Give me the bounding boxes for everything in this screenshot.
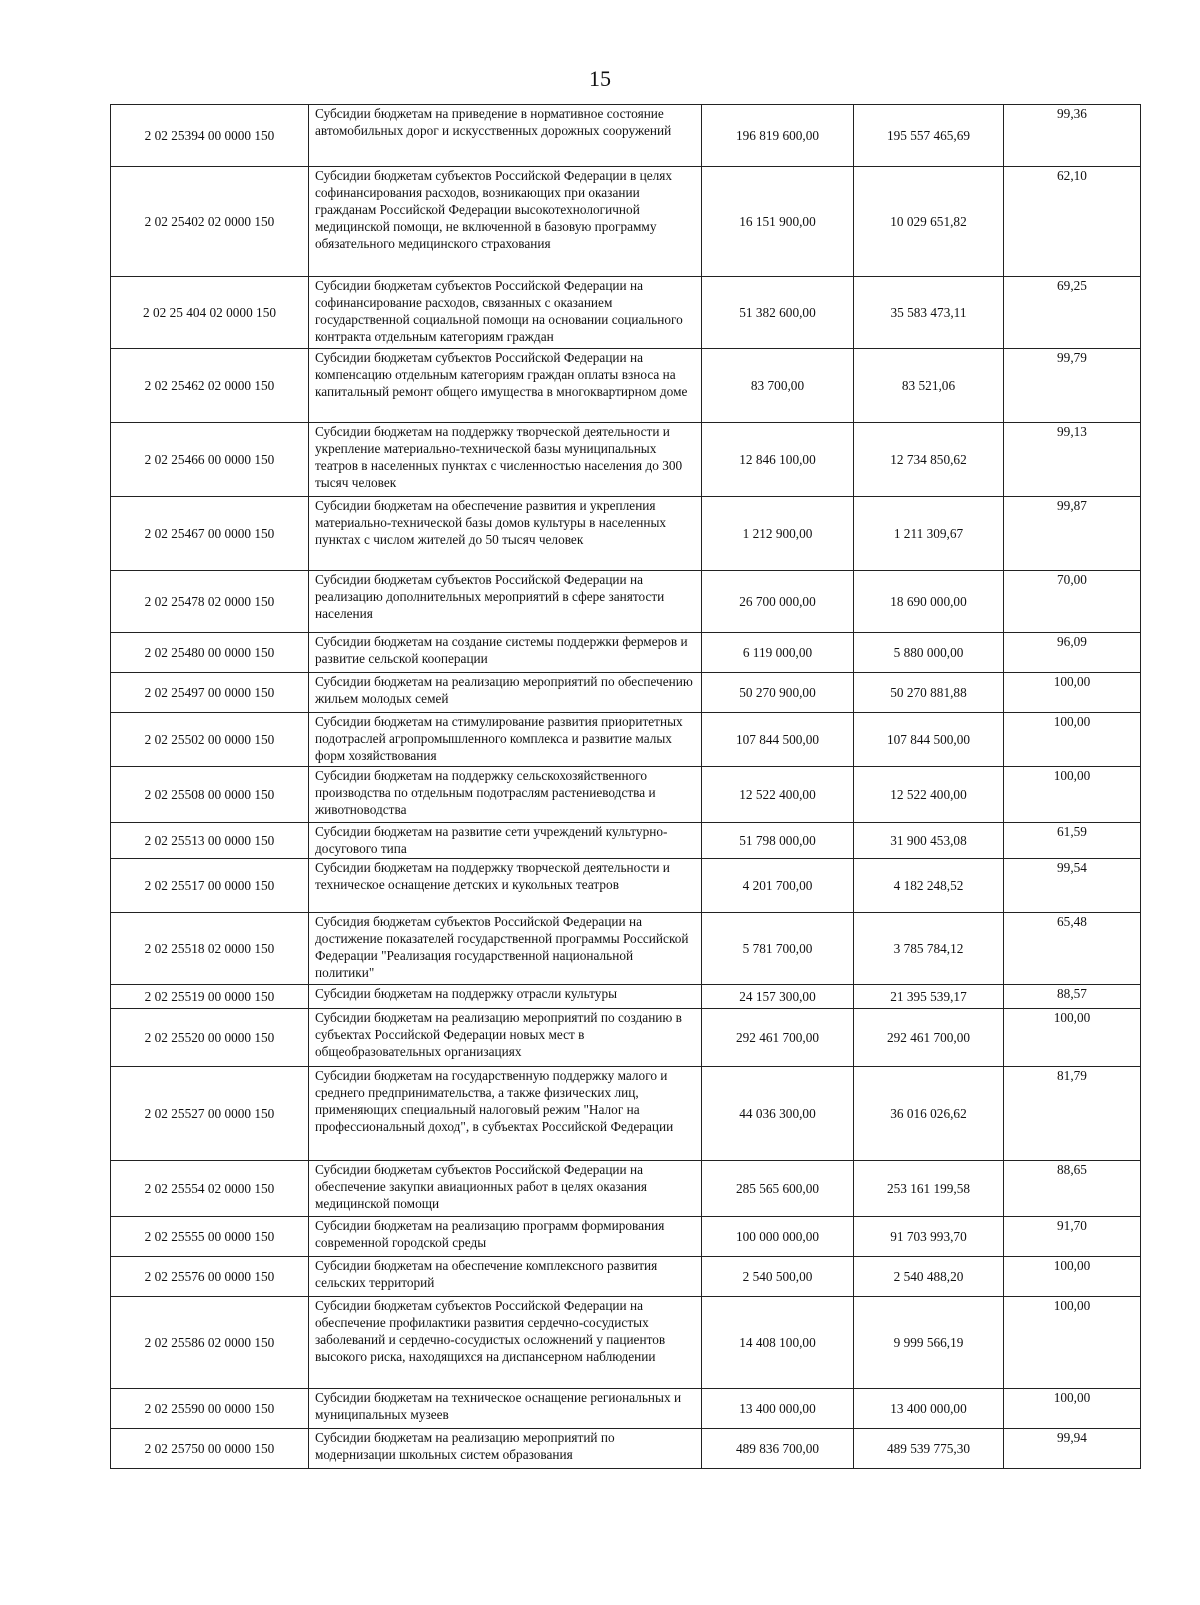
fact-amount-cell: 13 400 000,00: [854, 1389, 1004, 1429]
plan-amount-cell: 1 212 900,00: [702, 497, 854, 571]
fact-amount-cell: 18 690 000,00: [854, 571, 1004, 633]
plan-amount-cell: 50 270 900,00: [702, 673, 854, 713]
budget-table-body: [111, 105, 1141, 1469]
plan-amount-cell: 24 157 300,00: [702, 985, 854, 1009]
fact-amount-cell: 31 900 453,08: [854, 823, 1004, 859]
table-row: [111, 1297, 1141, 1389]
fact-amount-cell: 2 540 488,20: [854, 1257, 1004, 1297]
fact-amount-cell: 3 785 784,12: [854, 913, 1004, 985]
subsidy-name-cell: Субсидия бюджетам субъектов Российской Федерации на достижение показателей государственной программы Российской Федерации "Реализация государственной национальной политики": [309, 913, 702, 985]
table-row: [111, 1217, 1141, 1257]
budget-code-cell: 2 02 25520 00 0000 150: [111, 1009, 309, 1067]
percent-cell: 62,10: [1004, 167, 1141, 277]
budget-code-cell: 2 02 25590 00 0000 150: [111, 1389, 309, 1429]
subsidy-name-cell: Субсидии бюджетам субъектов Российской Федерации на реализацию дополнительных мероприятий в сфере занятости населения: [309, 571, 702, 633]
percent-cell: 88,65: [1004, 1161, 1141, 1217]
budget-table: [110, 104, 1141, 1469]
subsidy-name-cell: Субсидии бюджетам субъектов Российской Федерации на компенсацию отдельным категориям граждан оплаты взноса на капитальный ремонт общего имущества в многоквартирном доме: [309, 349, 702, 423]
budget-code-cell: 2 02 25586 02 0000 150: [111, 1297, 309, 1389]
budget-code-cell: 2 02 25497 00 0000 150: [111, 673, 309, 713]
subsidy-name-cell: Субсидии бюджетам на создание системы поддержки фермеров и развитие сельской кооперации: [309, 633, 702, 673]
table-row: [111, 1257, 1141, 1297]
percent-cell: 61,59: [1004, 823, 1141, 859]
budget-code-cell: 2 02 25527 00 0000 150: [111, 1067, 309, 1161]
percent-cell: 96,09: [1004, 633, 1141, 673]
fact-amount-cell: 83 521,06: [854, 349, 1004, 423]
subsidy-name-cell: Субсидии бюджетам на поддержку отрасли культуры: [309, 985, 702, 1009]
plan-amount-cell: 196 819 600,00: [702, 105, 854, 167]
plan-amount-cell: 51 798 000,00: [702, 823, 854, 859]
fact-amount-cell: 9 999 566,19: [854, 1297, 1004, 1389]
fact-amount-cell: 195 557 465,69: [854, 105, 1004, 167]
plan-amount-cell: 489 836 700,00: [702, 1429, 854, 1469]
fact-amount-cell: 1 211 309,67: [854, 497, 1004, 571]
subsidy-name-cell: Субсидии бюджетам на обеспечение комплексного развития сельских территорий: [309, 1257, 702, 1297]
table-row: [111, 1389, 1141, 1429]
subsidy-name-cell: Субсидии бюджетам на реализацию программ формирования современной городской среды: [309, 1217, 702, 1257]
plan-amount-cell: 6 119 000,00: [702, 633, 854, 673]
subsidy-name-cell: Субсидии бюджетам на государственную поддержку малого и среднего предпринимательства, а также физических лиц, применяющих специальный налоговый режим "Налог на профессиональный доход", в субъектах Российской Федерации: [309, 1067, 702, 1161]
table-row: [111, 423, 1141, 497]
plan-amount-cell: 44 036 300,00: [702, 1067, 854, 1161]
fact-amount-cell: 35 583 473,11: [854, 277, 1004, 349]
percent-cell: 91,70: [1004, 1217, 1141, 1257]
plan-amount-cell: 100 000 000,00: [702, 1217, 854, 1257]
fact-amount-cell: 21 395 539,17: [854, 985, 1004, 1009]
plan-amount-cell: 12 846 100,00: [702, 423, 854, 497]
budget-code-cell: 2 02 25480 00 0000 150: [111, 633, 309, 673]
percent-cell: 99,87: [1004, 497, 1141, 571]
percent-cell: 99,13: [1004, 423, 1141, 497]
subsidy-name-cell: Субсидии бюджетам на обеспечение развития и укрепления материально-технической базы домов культуры в населенных пунктах с числом жителей до 50 тысяч человек: [309, 497, 702, 571]
table-row: [111, 1067, 1141, 1161]
percent-cell: 70,00: [1004, 571, 1141, 633]
subsidy-name-cell: Субсидии бюджетам субъектов Российской Федерации в целях софинансирования расходов, возникающих при оказании гражданам Российской Федерации высокотехнологичной медицинской помощи, не включенной в базовую программу обязательного медицинского страхования: [309, 167, 702, 277]
percent-cell: 81,79: [1004, 1067, 1141, 1161]
page-number: 15: [589, 66, 611, 91]
budget-code-cell: 2 02 25394 00 0000 150: [111, 105, 309, 167]
table-row: [111, 859, 1141, 913]
subsidy-name-cell: Субсидии бюджетам на реализацию мероприятий по модернизации школьных систем образования: [309, 1429, 702, 1469]
subsidy-name-cell: Субсидии бюджетам субъектов Российской Федерации на обеспечение закупки авиационных работ в целях оказания медицинской помощи: [309, 1161, 702, 1217]
percent-cell: 69,25: [1004, 277, 1141, 349]
subsidy-name-cell: Субсидии бюджетам на поддержку творческой деятельности и укрепление материально-технической базы муниципальных театров в населенных пунктах с численностью населения до 300 тысяч человек: [309, 423, 702, 497]
table-row: [111, 167, 1141, 277]
budget-code-cell: 2 02 25402 02 0000 150: [111, 167, 309, 277]
budget-code-cell: 2 02 25517 00 0000 150: [111, 859, 309, 913]
budget-code-cell: 2 02 25518 02 0000 150: [111, 913, 309, 985]
table-row: [111, 913, 1141, 985]
subsidy-name-cell: Субсидии бюджетам субъектов Российской Федерации на обеспечение профилактики развития сердечно-сосудистых заболеваний и сердечно-сосудистых осложнений у пациентов высокого риска, находящихся на диспансерном наблюдении: [309, 1297, 702, 1389]
fact-amount-cell: 12 522 400,00: [854, 767, 1004, 823]
table-row: [111, 1009, 1141, 1067]
budget-code-cell: 2 02 25508 00 0000 150: [111, 767, 309, 823]
plan-amount-cell: 285 565 600,00: [702, 1161, 854, 1217]
fact-amount-cell: 292 461 700,00: [854, 1009, 1004, 1067]
table-row: [111, 1161, 1141, 1217]
subsidy-name-cell: Субсидии бюджетам на стимулирование развития приоритетных подотраслей агропромышленного комплекса и развитие малых форм хозяйствования: [309, 713, 702, 767]
table-row: [111, 767, 1141, 823]
subsidy-name-cell: Субсидии бюджетам на поддержку сельскохозяйственного производства по отдельным подотраслям растениеводства и животноводства: [309, 767, 702, 823]
subsidy-name-cell: Субсидии бюджетам субъектов Российской Федерации на софинансирование расходов, связанных с оказанием государственной социальной помощи на основании социального контракта отдельным категориям граждан: [309, 277, 702, 349]
budget-code-cell: 2 02 25576 00 0000 150: [111, 1257, 309, 1297]
subsidy-name-cell: Субсидии бюджетам на техническое оснащение региональных и муниципальных музеев: [309, 1389, 702, 1429]
table-row: [111, 105, 1141, 167]
percent-cell: 100,00: [1004, 1389, 1141, 1429]
table-row: [111, 1429, 1141, 1469]
percent-cell: 99,36: [1004, 105, 1141, 167]
fact-amount-cell: 10 029 651,82: [854, 167, 1004, 277]
budget-code-cell: 2 02 25554 02 0000 150: [111, 1161, 309, 1217]
table-row: [111, 497, 1141, 571]
budget-code-cell: 2 02 25462 02 0000 150: [111, 349, 309, 423]
fact-amount-cell: 91 703 993,70: [854, 1217, 1004, 1257]
table-row: [111, 985, 1141, 1009]
table-row: [111, 277, 1141, 349]
plan-amount-cell: 107 844 500,00: [702, 713, 854, 767]
plan-amount-cell: 16 151 900,00: [702, 167, 854, 277]
plan-amount-cell: 292 461 700,00: [702, 1009, 854, 1067]
percent-cell: 100,00: [1004, 1257, 1141, 1297]
fact-amount-cell: 5 880 000,00: [854, 633, 1004, 673]
fact-amount-cell: 36 016 026,62: [854, 1067, 1004, 1161]
fact-amount-cell: 489 539 775,30: [854, 1429, 1004, 1469]
plan-amount-cell: 2 540 500,00: [702, 1257, 854, 1297]
percent-cell: 100,00: [1004, 1297, 1141, 1389]
fact-amount-cell: 50 270 881,88: [854, 673, 1004, 713]
budget-code-cell: 2 02 25 404 02 0000 150: [111, 277, 309, 349]
percent-cell: 100,00: [1004, 673, 1141, 713]
subsidy-name-cell: Субсидии бюджетам на развитие сети учреждений культурно-досугового типа: [309, 823, 702, 859]
budget-code-cell: 2 02 25502 00 0000 150: [111, 713, 309, 767]
budget-code-cell: 2 02 25513 00 0000 150: [111, 823, 309, 859]
percent-cell: 88,57: [1004, 985, 1141, 1009]
table-row: [111, 713, 1141, 767]
subsidy-name-cell: Субсидии бюджетам на поддержку творческой деятельности и техническое оснащение детских и кукольных театров: [309, 859, 702, 913]
table-row: [111, 823, 1141, 859]
percent-cell: 100,00: [1004, 1009, 1141, 1067]
fact-amount-cell: 12 734 850,62: [854, 423, 1004, 497]
plan-amount-cell: 14 408 100,00: [702, 1297, 854, 1389]
subsidy-name-cell: Субсидии бюджетам на реализацию мероприятий по созданию в субъектах Российской Федерации новых мест в общеобразовательных организациях: [309, 1009, 702, 1067]
percent-cell: 99,79: [1004, 349, 1141, 423]
plan-amount-cell: 5 781 700,00: [702, 913, 854, 985]
budget-code-cell: 2 02 25466 00 0000 150: [111, 423, 309, 497]
percent-cell: 100,00: [1004, 767, 1141, 823]
fact-amount-cell: 253 161 199,58: [854, 1161, 1004, 1217]
budget-code-cell: 2 02 25478 02 0000 150: [111, 571, 309, 633]
plan-amount-cell: 26 700 000,00: [702, 571, 854, 633]
fact-amount-cell: 107 844 500,00: [854, 713, 1004, 767]
table-row: [111, 571, 1141, 633]
subsidy-name-cell: Субсидии бюджетам на реализацию мероприятий по обеспечению жильем молодых семей: [309, 673, 702, 713]
fact-amount-cell: 4 182 248,52: [854, 859, 1004, 913]
plan-amount-cell: 12 522 400,00: [702, 767, 854, 823]
plan-amount-cell: 13 400 000,00: [702, 1389, 854, 1429]
table-row: [111, 673, 1141, 713]
plan-amount-cell: 83 700,00: [702, 349, 854, 423]
subsidy-name-cell: Субсидии бюджетам на приведение в нормативное состояние автомобильных дорог и искусственных дорожных сооружений: [309, 105, 702, 167]
table-row: [111, 633, 1141, 673]
plan-amount-cell: 51 382 600,00: [702, 277, 854, 349]
budget-code-cell: 2 02 25519 00 0000 150: [111, 985, 309, 1009]
percent-cell: 99,94: [1004, 1429, 1141, 1469]
percent-cell: 99,54: [1004, 859, 1141, 913]
budget-code-cell: 2 02 25750 00 0000 150: [111, 1429, 309, 1469]
table-row: [111, 349, 1141, 423]
percent-cell: 100,00: [1004, 713, 1141, 767]
plan-amount-cell: 4 201 700,00: [702, 859, 854, 913]
budget-code-cell: 2 02 25555 00 0000 150: [111, 1217, 309, 1257]
percent-cell: 65,48: [1004, 913, 1141, 985]
budget-code-cell: 2 02 25467 00 0000 150: [111, 497, 309, 571]
